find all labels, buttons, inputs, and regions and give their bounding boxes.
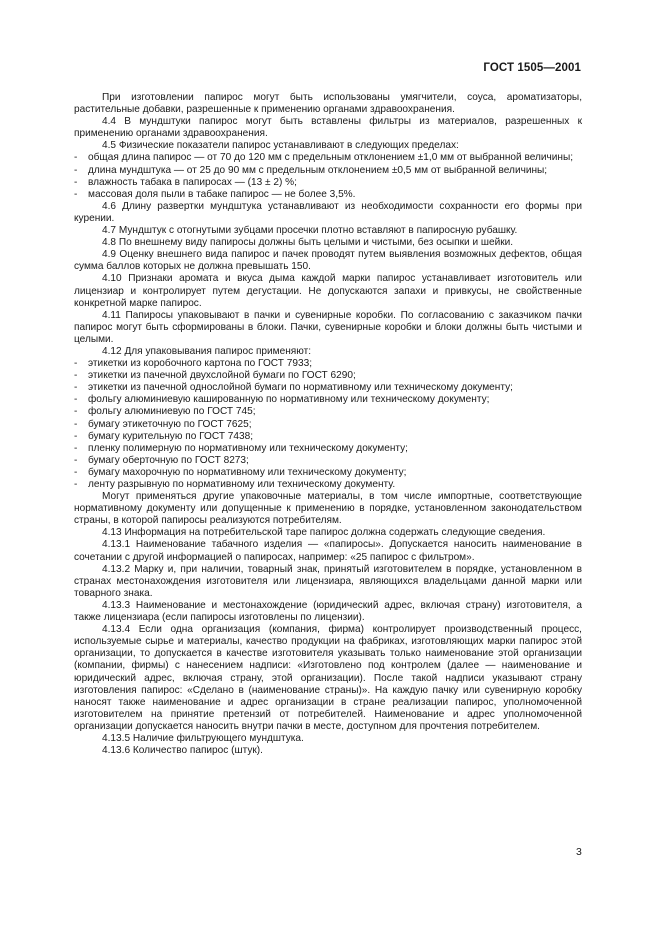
paragraph: При изготовлении папирос могут быть использованы умягчители, соуса, ароматизаторы, растительные добавки, разрешенные к применению органами здравоохранения. — [74, 92, 582, 116]
list-item: - массовая доля пыли в табаке папирос — не более 3,5%. — [74, 189, 582, 201]
paragraph: 4.13.1 Наименование табачного изделия — «папиросы». Допускается наносить наименование в сочетании с другой информацией о папиросах, например: «25 папирос с фильтром». — [74, 539, 582, 563]
list-item: - фольгу алюминиевую кашированную по нормативному или техническому документу; — [74, 394, 582, 406]
list-item: - общая длина папирос — от 70 до 120 мм с предельным отклонением ±1,0 мм от выбранной величины; — [74, 152, 582, 164]
paragraph: 4.13.3 Наименование и местонахождение (юридический адрес, включая страну) изготовителя, а также лицензиара (если папиросы изготовлены по лицензии). — [74, 599, 582, 624]
list-item: - бумагу оберточную по ГОСТ 8273; — [74, 455, 582, 467]
paragraph: 4.13.4 Если одна организация (компания, фирма) контролирует производственный процесс, используемые сырье и материалы, качество продукции на фабриках, изготовляющих марки папирос этой организации, то допускается в качестве изготовителя указывать только наименование этой организации (компании, фирмы) с нанесением надписи: «Изготовлено под контролем (далее — наименование и юридический адрес, включая страну, этой организации). После такой надписи указывают страну изготовления папирос: «Сделано в (наименование страны)». На каждую пачку или сувенирную коробку наносят также наименование и адрес организации в стране реализации папирос, уполномоченной изготовителем на принятие претензий от потребителей. Наименование и адрес уполномоченной организации допускается наносить внутри пачки в месте, доступном для прочтения потребителем. — [74, 624, 582, 732]
paragraph: 4.13.6 Количество папирос (штук). — [102, 745, 263, 757]
list-item: - длина мундштука — от 25 до 90 мм с предельным отклонением ±0,5 мм от выбранной величины; — [74, 165, 582, 177]
list-item: - фольгу алюминиевую по ГОСТ 745; — [74, 406, 582, 418]
list-item: - бумагу этикеточную по ГОСТ 7625; — [74, 419, 582, 431]
page-number: 3 — [576, 846, 582, 858]
paragraph: 4.12 Для упаковывания папирос применяют: — [102, 345, 312, 357]
document-id: ГОСТ 1505—2001 — [483, 62, 581, 74]
paragraph: 4.5 Физические показатели папирос устанавливают в следующих пределах: — [102, 140, 459, 152]
paragraph: 4.11 Папиросы упаковывают в пачки и сувенирные коробки. По согласованию с заказчиком пачки папирос могут быть сформированы в блоки. Пачки, сувенирные коробки и блоки должны быть чистыми и целыми. — [74, 309, 582, 345]
paragraph: 4.10 Признаки аромата и вкуса дыма каждой марки папирос устанавливает изготовитель или лицензиар и контролирует путем дегустации. Не допускаются запахи и привкусы, не свойственные конкретной марке папирос. — [74, 273, 582, 309]
paragraph: 4.6 Длину развертки мундштука устанавливают из необходимости сохранности его формы при курении. — [74, 200, 582, 224]
list-item: - влажность табака в папиросах — (13 ± 2) %; — [74, 177, 582, 189]
paragraph: 4.9 Оценку внешнего вида папирос и пачек проводят путем выявления возможных дефектов, общая сумма баллов которых не должна превышать 150. — [74, 249, 582, 273]
list-item: - пленку полимерную по нормативному или техническому документу; — [74, 443, 582, 455]
paragraph: 4.4 В мундштуки папирос могут быть вставлены фильтры из материалов, разрешенных к применению органами здравоохранения. — [74, 116, 582, 140]
list-item: - этикетки из коробочного картона по ГОСТ 7933; — [74, 358, 582, 370]
paragraph: 4.7 Мундштук с отогнутыми зубцами просечки плотно вставляют в папиросную рубашку. — [102, 225, 518, 237]
paragraph: Могут применяться другие упаковочные материалы, в том числе импортные, соответствующие нормативному документу или допущенные к применению в порядке, установленном законодательством страны, в которой папиросы реализуются потребителям. — [74, 491, 582, 527]
list-item: - бумагу махорочную по нормативному или техническому документу; — [74, 467, 582, 479]
list-item: - этикетки из пачечной однослойной бумаги по нормативному или техническому документу; — [74, 382, 582, 394]
list-item: - бумагу курительную по ГОСТ 7438; — [74, 431, 582, 443]
list-item: - ленту разрывную по нормативному или техническому документу. — [74, 479, 582, 491]
paragraph: 4.13.5 Наличие фильтрующего мундштука. — [102, 732, 304, 744]
paragraph: 4.13.2 Марку и, при наличии, товарный знак, принятый изготовителем в порядке, установленном в странах местонахождения изготовителя или лицензиара, являющихся владельцами данной марки или товарного знака. — [74, 563, 582, 599]
document-body — [74, 92, 582, 757]
paragraph: 4.13 Информация на потребительской таре папирос должна содержать следующие сведения. — [102, 527, 546, 539]
paragraph: 4.8 По внешнему виду папиросы должны быть целыми и чистыми, без осыпки и шейки. — [102, 237, 514, 249]
list-item: - этикетки из пачечной двухслойной бумаги по ГОСТ 6290; — [74, 370, 582, 382]
